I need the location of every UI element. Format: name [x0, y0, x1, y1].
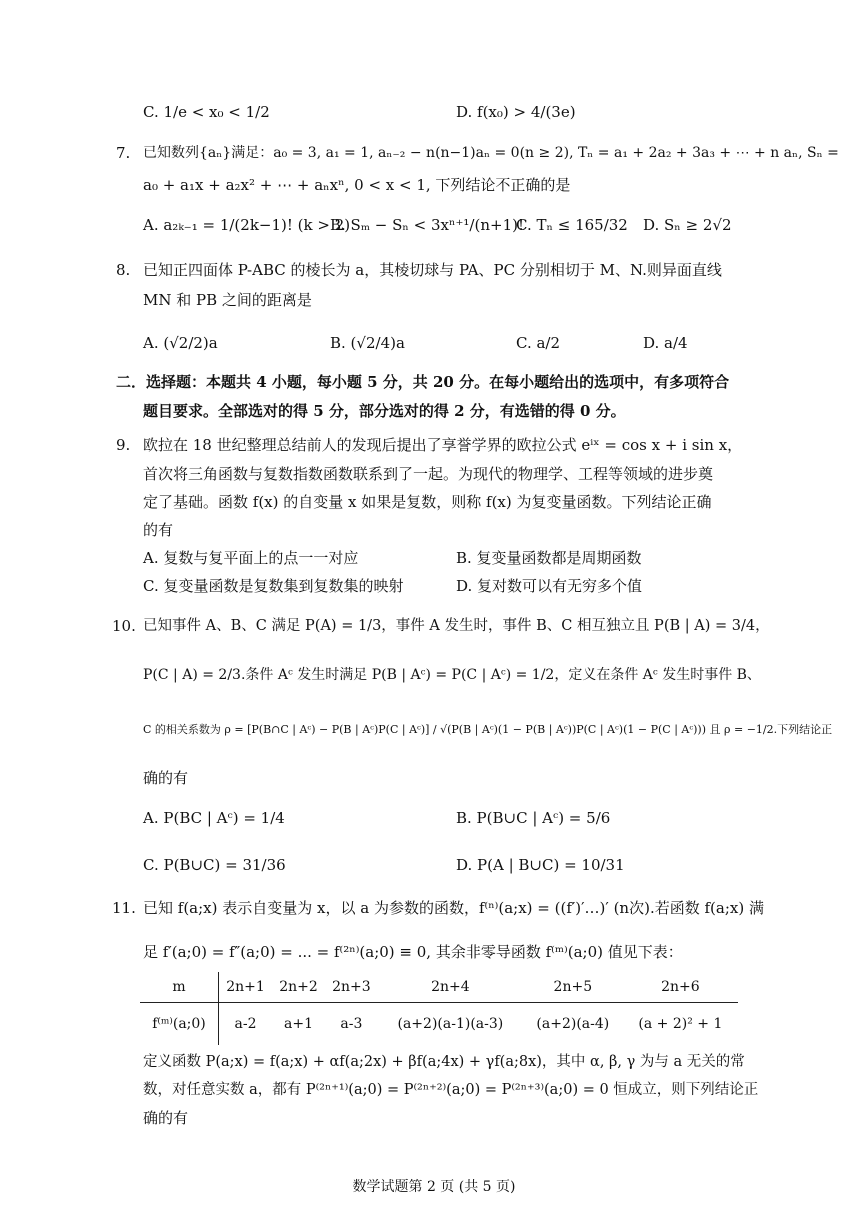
- q9-option-b: B. 复变量函数都是周期函数: [456, 549, 642, 567]
- table-row: [140, 1003, 738, 1046]
- page-footer: 数学试题第 2 页 (共 5 页): [352, 1179, 516, 1195]
- q11-stem-line3: 定义函数 P(a;x) = f(a;x) + αf(a;2x) + βf(a;4x) + γf(a;8x)，其中 α, β, γ 为与 a 无关的常: [143, 1054, 745, 1070]
- q8-option-a: A. (√2/2)a: [143, 334, 218, 352]
- q7-option-d: D. Sₙ ≥ 2√2: [643, 216, 732, 234]
- q11-stem-line1: 已知 f(a;x) 表示自变量为 x，以 a 为参数的函数，f⁽ⁿ⁾(a;x) = ((f′)′…)′ (n次).若函数 f(a;x) 满: [143, 899, 764, 917]
- q10-stem-line1: 已知事件 A、B、C 满足 P(A) = 1/3，事件 A 发生时，事件 B、C 相互独立且 P(B | A) = 3/4，: [143, 618, 770, 634]
- table-cell: f⁽ᵐ⁾(a;0): [140, 1003, 219, 1046]
- table-header-cell: 2n+3: [325, 972, 378, 1003]
- table-header-row: [140, 972, 738, 1003]
- table-header-cell: 2n+1: [219, 972, 273, 1003]
- table-header-cell: 2n+5: [523, 972, 623, 1003]
- q10-stem-line3: C 的相关系数为 ρ = [P(B∩C | Aᶜ) − P(B | Aᶜ)P(C | Aᶜ)] / √(P(B | Aᶜ)(1 − P(B | Aᶜ))P(C | Aᶜ)(1 − P(C | Aᶜ))) 且 ρ = −1/2.下列结论正: [143, 723, 833, 736]
- q9-stem-line1: 欧拉在 18 世纪整理总结前人的发现后提出了享誉学界的欧拉公式 eⁱˣ = cos x + i sin x，: [143, 436, 743, 454]
- q7-option-b: B. Sₘ − Sₙ < 3xⁿ⁺¹/(n+1)!: [330, 216, 524, 234]
- q10-option-d: D. P(A | B∪C) = 10/31: [456, 856, 625, 874]
- q10-number: 10.: [112, 617, 136, 635]
- table-cell: (a+2)(a-1)(a-3): [397, 1016, 504, 1032]
- q8-option-c: C. a/2: [516, 334, 561, 352]
- table-cell: a+1: [284, 1016, 314, 1032]
- q9-number: 9.: [116, 436, 131, 454]
- q8-option-b: B. (√2/4)a: [330, 334, 405, 352]
- table-cell: (a+2)(a-4): [536, 1016, 610, 1032]
- q10-option-c: C. P(B∪C) = 31/36: [143, 856, 286, 874]
- table-header-cell: m: [140, 972, 219, 1003]
- q9-option-a: A. 复数与复平面上的点一一对应: [143, 549, 359, 567]
- q8-stem-line2: MN 和 PB 之间的距离是: [143, 291, 312, 309]
- table-cell: a-2: [234, 1016, 257, 1032]
- q6-option-d: D. f(x₀) > 4/(3e): [456, 103, 576, 121]
- q11-stem-line2: 足 f′(a;0) = f″(a;0) = ... = f⁽²ⁿ⁾(a;0) ≡ 0, 其余非零导函数 f⁽ᵐ⁾(a;0) 值见下表：: [143, 943, 683, 961]
- q9-option-c: C. 复变量函数是复数集到复数集的映射: [143, 577, 404, 595]
- q10-stem-line4: 确的有: [143, 769, 189, 787]
- table-cell: (a + 2)² + 1: [638, 1016, 723, 1032]
- section2-heading-line2: 题目要求。全部选对的得 5 分，部分选对的得 2 分，有选错的得 0 分。: [143, 402, 626, 420]
- q9-stem-line3: 定了基础。函数 f(x) 的自变量 x 如果是复数，则称 f(x) 为复变量函数。下列结论正确: [143, 493, 712, 511]
- table-cell: a-3: [340, 1016, 363, 1032]
- q6-option-c: C. 1/e < x₀ < 1/2: [143, 103, 270, 121]
- q9-stem-line2: 首次将三角函数与复数指数函数联系到了一起。为现代的物理学、工程等领域的进步奠: [143, 465, 714, 483]
- q10-stem-line2: P(C | A) = 2/3.条件 Aᶜ 发生时满足 P(B | Aᶜ) = P(C | Aᶜ) = 1/2，定义在条件 Aᶜ 发生时事件 B、: [143, 667, 761, 683]
- q7-option-c: C. Tₙ ≤ 165/32: [516, 216, 628, 234]
- table-header-cell: 2n+2: [272, 972, 325, 1003]
- q7-stem-line1: 已知数列{aₙ}满足：a₀ = 3, a₁ = 1, aₙ₋₂ − n(n−1)aₙ = 0(n ≥ 2), Tₙ = a₁ + 2a₂ + 3a₃ + ⋯ + n aₙ, Sₙ =: [143, 145, 839, 161]
- q8-number: 8.: [116, 261, 131, 279]
- q7-stem-line2: a₀ + a₁x + a₂x² + ⋯ + aₙxⁿ, 0 < x < 1, 下列结论不正确的是: [143, 176, 571, 194]
- derivative-value-table: [140, 972, 738, 1045]
- q11-number: 11.: [112, 899, 136, 917]
- table-header-cell: 2n+6: [623, 972, 738, 1003]
- section2-heading-line1: 二．选择题：本题共 4 小题，每小题 5 分，共 20 分。在每小题给出的选项中，有多项符合: [116, 373, 730, 391]
- q8-stem-line1: 已知正四面体 P-ABC 的棱长为 a，其棱切球与 PA、PC 分别相切于 M、N.则异面直线: [143, 261, 722, 279]
- q9-stem-line4: 的有: [143, 521, 174, 539]
- table-header-cell: 2n+4: [378, 972, 523, 1003]
- q10-option-a: A. P(BC | Aᶜ) = 1/4: [143, 809, 285, 827]
- q7-number: 7.: [116, 144, 131, 162]
- q9-option-d: D. 复对数可以有无穷多个值: [456, 577, 643, 595]
- q7-option-a: A. a₂ₖ₋₁ = 1/(2k−1)! (k > 2): [143, 216, 351, 234]
- q11-stem-line5: 确的有: [143, 1109, 189, 1127]
- q8-option-d: D. a/4: [643, 334, 688, 352]
- q10-option-b: B. P(B∪C | Aᶜ) = 5/6: [456, 809, 611, 827]
- q11-stem-line4: 数，对任意实数 a，都有 P⁽²ⁿ⁺¹⁾(a;0) = P⁽²ⁿ⁺²⁾(a;0) = P⁽²ⁿ⁺³⁾(a;0) = 0 恒成立，则下列结论正: [143, 1082, 759, 1098]
